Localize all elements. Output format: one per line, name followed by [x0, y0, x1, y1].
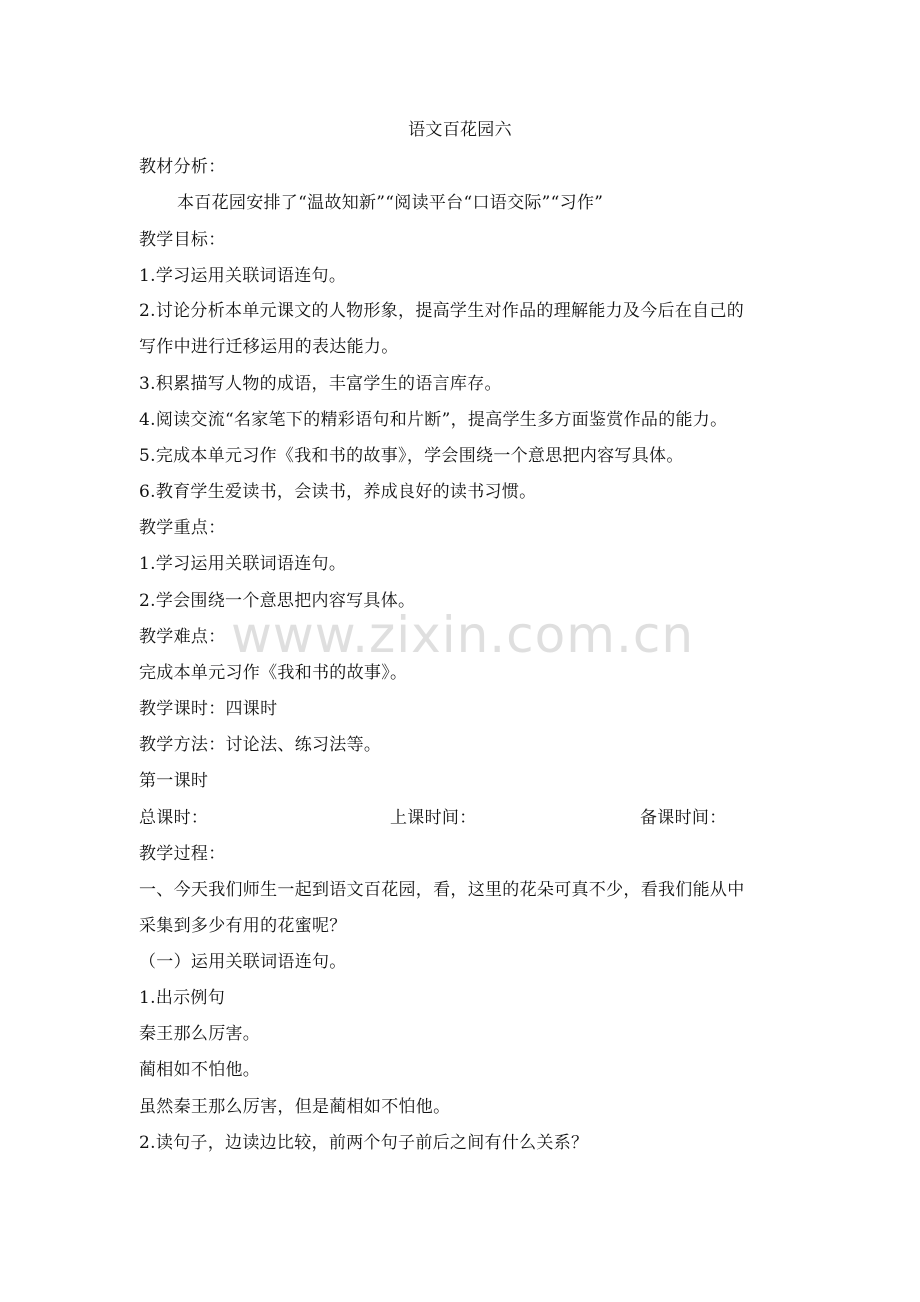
goal-item: 1.学习运用关联词语连句。 [139, 266, 347, 286]
example-sentence: 虽然秦王那么厉害，但是蔺相如不怕他。 [139, 1097, 451, 1117]
process-paragraph-continuation: 采集到多少有用的花蜜呢？ [139, 916, 347, 936]
goal-item-continuation: 写作中进行迁移运用的表达能力。 [139, 337, 399, 357]
total-lessons-label: 总课时： [139, 808, 209, 828]
class-time-label: 上课时间： [390, 808, 477, 828]
keypoint-item: 2.学会围绕一个意思把内容写具体。 [139, 591, 416, 611]
example-sentence: 蔺相如不怕他。 [139, 1060, 261, 1080]
schedule-row [139, 807, 784, 829]
prep-time-label: 备课时间： [640, 808, 727, 828]
first-lesson-heading: 第一课时 [139, 771, 209, 791]
section-heading-process: 教学过程： [139, 844, 226, 864]
paragraph-line: 本百花园安排了“温故知新”“阅读平台“口语交际”“习作” [177, 193, 604, 213]
document-title: 语文百花园六 [408, 120, 512, 140]
goal-item: 3.积累描写人物的成语，丰富学生的语言库存。 [139, 374, 502, 394]
goal-item: 2.讨论分析本单元课文的人物形象，提高学生对作品的理解能力及今后在自己的 [139, 301, 745, 321]
difficulty-item: 完成本单元习作《我和书的故事》。 [139, 663, 408, 683]
section-heading-materials: 教材分析： [139, 157, 226, 177]
watermark-text: www.zixin.com.cn [231, 606, 695, 664]
lesson-count: 教学课时：四课时 [139, 699, 278, 719]
goal-item: 4.阅读交流“名家笔下的精彩语句和片断”，提高学生多方面鉴赏作品的能力。 [139, 410, 728, 430]
section-heading-goals: 教学目标： [139, 230, 226, 250]
process-paragraph: 一、今天我们师生一起到语文百花园，看，这里的花朵可真不少，看我们能从中 [139, 880, 745, 900]
example-sentence: 秦王那么厉害。 [139, 1024, 261, 1044]
goal-item: 6.教育学生爱读书，会读书，养成良好的读书习惯。 [139, 482, 537, 502]
section-heading-difficulties: 教学难点： [139, 627, 226, 647]
keypoint-item: 1.学习运用关联词语连句。 [139, 554, 347, 574]
subsection-heading: （一）运用关联词语连句。 [139, 952, 347, 972]
step-item: 1.出示例句 [139, 988, 226, 1008]
section-heading-keypoints: 教学重点： [139, 518, 226, 538]
goal-item: 5.完成本单元习作《我和书的故事》，学会围绕一个意思把内容写具体。 [139, 446, 684, 466]
step-item: 2.读句子，边读边比较，前两个句子前后之间有什么关系？ [139, 1133, 589, 1153]
teaching-methods: 教学方法：讨论法、练习法等。 [139, 735, 382, 755]
